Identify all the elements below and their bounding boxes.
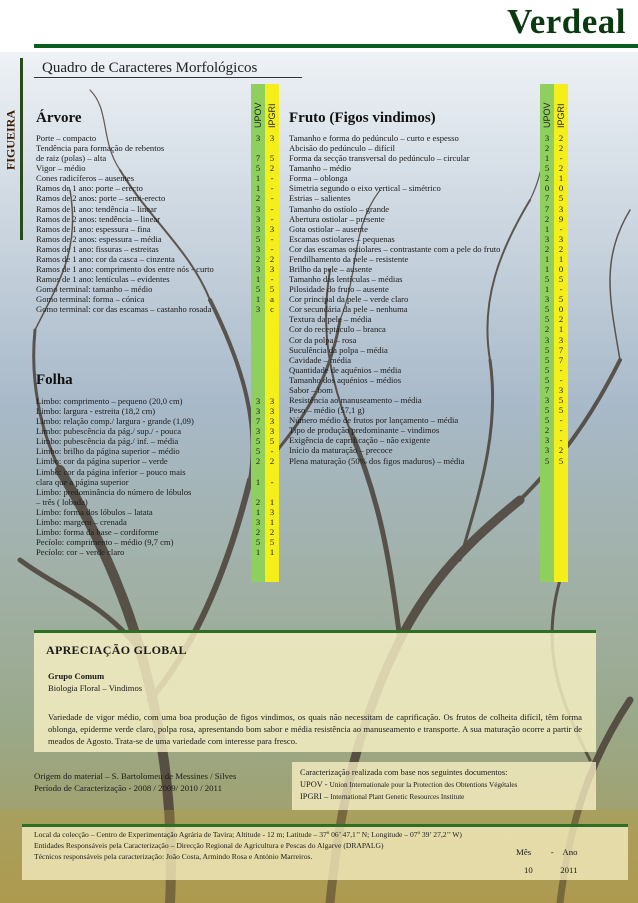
- fruto-ipgri-value: 0: [558, 304, 564, 315]
- fruto-upov-value: 2: [544, 143, 550, 154]
- arvore-ipgri-value: a: [270, 294, 274, 305]
- folha-row: Limbo: pubescência da pág./ inf. – média: [36, 436, 179, 447]
- arvore-upov-value: 3: [255, 133, 261, 143]
- folha-row: Limbo: relação comp./ largura - grande (1,09): [36, 416, 194, 427]
- fruto-ipgri-value: 9: [558, 213, 564, 224]
- arvore-row: Gomo terminal: cor das escamas – castanho rosada: [36, 304, 212, 315]
- arvore-upov-value: 2: [255, 253, 261, 264]
- ipgri-header-right: IPGRI: [556, 103, 566, 128]
- upov-label: UPOV -: [300, 779, 328, 789]
- folha-list: [36, 396, 250, 557]
- arvore-upov-value: 7: [255, 153, 261, 164]
- fruto-row: Tipo de produção predominante – vindimos: [289, 425, 440, 436]
- folha-upov-values: [251, 396, 265, 557]
- arvore-upov-value: 5: [255, 233, 261, 244]
- fruto-upov-value: 0: [544, 183, 550, 194]
- arvore-upov-value: 5: [255, 284, 261, 295]
- arvore-ipgri-value: -: [270, 203, 274, 214]
- fruto-upov-value: 7: [544, 384, 550, 395]
- fruto-row: Gota ostiolar – ausente: [289, 223, 368, 234]
- arvore-upov-value: 2: [255, 193, 261, 204]
- folha-ipgri-value: 2: [269, 456, 275, 467]
- fruto-row: Fendilhamento da pele – resistente: [289, 253, 409, 264]
- fruto-ipgri-value: -: [559, 374, 563, 385]
- arvore-row: Tendência para formação de rebentos: [36, 143, 165, 154]
- fruto-ipgri-value: 5: [558, 193, 564, 204]
- fruto-ipgri-value: 1: [558, 324, 564, 335]
- folha-ipgri-value: 5: [269, 436, 275, 447]
- fruto-row: Textura da pele – média: [289, 314, 372, 325]
- fruto-ipgri-value: 1: [558, 253, 564, 264]
- fruto-upov-value: 5: [544, 163, 550, 174]
- arvore-row: Ramos de 1 ano: porte – erecto: [36, 183, 143, 194]
- fruto-upov-value: 5: [544, 304, 550, 315]
- arvore-row: Ramos de 1 ano: lentículas – evidentes: [36, 274, 170, 285]
- folha-row: Limbo: brilho da página superior – médio: [36, 446, 180, 457]
- arvore-ipgri-value: c: [270, 304, 274, 315]
- folha-upov-value: 5: [255, 537, 261, 548]
- folha-ipgri-value: [265, 487, 279, 497]
- fruto-row: Escamas ostiolares – pequenas: [289, 233, 395, 244]
- fruto-row: Tamanho – médio: [289, 163, 351, 174]
- fruto-upov-values: [540, 133, 554, 466]
- arvore-upov-value: 1: [255, 274, 261, 285]
- mes-label: Mês: [516, 847, 532, 857]
- arvore-upov-value: 3: [255, 213, 261, 224]
- folha-ipgri-value: 5: [269, 537, 275, 548]
- fruto-row: Peso – médio (57,1 g): [289, 405, 365, 416]
- arvore-upov-value: 3: [255, 264, 261, 275]
- arvore-upov-value: 3: [255, 304, 261, 315]
- footer-text: [34, 829, 462, 862]
- fruto-upov-value: 5: [544, 274, 550, 285]
- ipgri-header-left: IPGRI: [267, 103, 277, 128]
- arvore-ipgri-value: [265, 143, 279, 153]
- fruto-ipgri-value: 2: [558, 143, 564, 154]
- arvore-ipgri-value: -: [270, 274, 274, 285]
- folha-row: Limbo: predominância do número de lóbulos: [36, 486, 192, 497]
- upov-description: Union Internationale pour la Protection des Obtentions Végétales: [329, 780, 518, 789]
- fruto-row: Suculência da polpa – média: [289, 344, 388, 355]
- folha-upov-value: 2: [255, 496, 261, 507]
- fruto-ipgri-value: 5: [558, 455, 564, 466]
- fruto-title: Fruto (Figos vindimos): [289, 110, 436, 126]
- fruto-upov-value: 3: [544, 294, 550, 305]
- fruto-row: Tamanho e forma do pedúnculo – curto e espesso: [289, 133, 459, 143]
- fruto-ipgri-value: 5: [558, 274, 564, 285]
- fruto-upov-value: 2: [544, 324, 550, 335]
- arvore-row: Ramos de 1 ano: cor da casca – cinzenta: [36, 253, 175, 264]
- fruto-upov-value: 2: [544, 243, 550, 254]
- folha-ipgri-value: 3: [269, 396, 275, 406]
- species-side-label: FIGUEIRA: [3, 110, 18, 171]
- folha-ipgri-value: 3: [269, 506, 275, 517]
- arvore-row: Ramos de 2 anos: porte – semi-erecto: [36, 193, 166, 204]
- ano-label: Ano: [562, 847, 578, 857]
- arvore-list: [36, 133, 250, 314]
- folha-row: Limbo: cor da página inferior – pouco mais: [36, 466, 186, 477]
- fruto-upov-value: 3: [544, 334, 550, 345]
- upov-reference: [300, 779, 517, 792]
- fruto-ipgri-value: 2: [558, 133, 564, 143]
- fruto-row: Tamanho dos aquénios – médios: [289, 374, 402, 385]
- fruto-row: Abertura ostiolar – presente: [289, 213, 385, 224]
- folha-row: Limbo: pubescência da pág./ sup./ - pouca: [36, 426, 182, 437]
- fruto-ipgri-value: -: [559, 425, 563, 436]
- arvore-ipgri-value: 5: [269, 284, 275, 295]
- fruto-upov-value: 1: [544, 223, 550, 234]
- arvore-ipgri-value: 2: [269, 163, 275, 174]
- fruto-upov-value: 2: [544, 425, 550, 436]
- fruto-row: Abcisão do pedúnculo – difícil: [289, 143, 395, 154]
- arvore-ipgri-values: [265, 133, 279, 314]
- ipgri-label: IPGRI –: [300, 792, 329, 801]
- page-title: Verdeal: [507, 2, 626, 41]
- folha-upov-value: 5: [255, 436, 261, 447]
- folha-upov-value: 5: [255, 446, 261, 457]
- folha-ipgri-value: 3: [269, 406, 275, 417]
- fruto-ipgri-value: 3: [558, 203, 564, 214]
- fruto-upov-value: 5: [544, 374, 550, 385]
- fruto-row: Cor do receptáculo – branca: [289, 324, 386, 335]
- subtitle-rule: [34, 77, 302, 78]
- folha-upov-value: 3: [255, 426, 261, 437]
- fruto-ipgri-value: -: [559, 284, 563, 295]
- side-bar: [20, 58, 23, 240]
- ipgri-reference: [300, 791, 517, 804]
- origem-block: [34, 770, 236, 794]
- title-rule: [34, 44, 638, 48]
- folha-ipgri-value: 1: [269, 516, 275, 527]
- arvore-row: Ramos de 1 ano: fissuras – estreitas: [36, 243, 159, 254]
- arvore-upov-value: 1: [255, 294, 261, 305]
- arvore-row: Cones radicíferos – ausentes: [36, 173, 135, 184]
- caracterizacao-block: [300, 767, 517, 804]
- folha-row: Limbo: forma da base – cordiforme: [36, 527, 159, 538]
- fruto-row: Estrias – salientes: [289, 193, 351, 204]
- arvore-upov-value: 5: [255, 163, 261, 174]
- footer-local: Local da colecção – Centro de Experimentação Agrária de Tavira; Altitude - 12 m; Latitude – 37º 06’ 47,1’’ N; Longitude – 07º 39’ 27,2’’ W): [34, 830, 462, 839]
- folha-upov-value: 1: [255, 506, 261, 517]
- arvore-row: de raiz (polas) – alta: [36, 153, 107, 164]
- fruto-ipgri-value: 7: [558, 344, 564, 355]
- arvore-upov-values: [251, 133, 265, 314]
- fruto-ipgri-value: 3: [558, 334, 564, 345]
- apreciacao-title: APRECIAÇÃO GLOBAL: [46, 643, 187, 657]
- fruto-upov-value: 5: [544, 415, 550, 426]
- arvore-ipgri-value: -: [270, 173, 274, 184]
- fruto-ipgri-values: [554, 133, 568, 466]
- arvore-ipgri-value: -: [270, 213, 274, 224]
- arvore-ipgri-value: 2: [269, 253, 275, 264]
- folha-row: Pecíolo: cor – verde claro: [36, 547, 125, 558]
- folha-upov-value: 1: [255, 547, 261, 558]
- fruto-row: Cavidade – média: [289, 354, 352, 365]
- fruto-ipgri-value: 5: [558, 294, 564, 305]
- folha-ipgri-value: -: [270, 446, 274, 457]
- fruto-row: Início da maturação – precoce: [289, 445, 393, 456]
- fruto-row: Cor das escamas ostiolares – contrastante com a pele do fruto: [289, 243, 501, 254]
- arvore-upov-value: 3: [255, 203, 261, 214]
- arvore-row: Ramos de 1 ano: espessura – fina: [36, 223, 151, 234]
- fruto-row: Cor secundária da pele – nenhuma: [289, 304, 408, 315]
- folha-row: Limbo: cor da página superior – verde: [36, 456, 168, 467]
- folha-upov-value: 2: [255, 456, 261, 467]
- arvore-ipgri-value: -: [270, 243, 274, 254]
- fruto-row: Sabor – bom: [289, 384, 333, 395]
- apreciacao-text: Variedade de vigor médio, com uma boa produção de figos vindimos, os quais não necessitam de caprificação. Os frutos de colheita difícil, têm forma oblonga, epiderme verde claro, polpa rosa, apresentando bom sabor e média resistência ao manuseamento e transporte. A sua maturação ocorre a partir de meados de Agosto. Trata-se de uma variedade com interesse para fresco.: [48, 712, 582, 746]
- folha-row: Limbo: margem – crenada: [36, 516, 127, 527]
- fruto-ipgri-value: 7: [558, 354, 564, 365]
- fruto-upov-value: 3: [544, 133, 550, 143]
- arvore-ipgri-value: -: [270, 193, 274, 204]
- folha-upov-value: 3: [255, 396, 261, 406]
- folha-row: Limbo: largura - estreita (18,2 cm): [36, 406, 156, 417]
- fruto-upov-value: 7: [544, 203, 550, 214]
- fruto-upov-value: 3: [544, 233, 550, 244]
- folha-row: Limbo: forma dos lóbulos – latata: [36, 506, 153, 517]
- fruto-row: Simetria segundo o eixo vertical – simétrico: [289, 183, 441, 194]
- arvore-ipgri-value: 3: [269, 264, 275, 275]
- ipgri-description: International Plant Genetic Resources Institute: [330, 793, 465, 801]
- folha-ipgri-value: 1: [269, 496, 275, 507]
- arvore-upov-value: [251, 143, 265, 153]
- arvore-upov-value: 3: [255, 243, 261, 254]
- fruto-row: Forma – oblonga: [289, 173, 348, 184]
- fruto-row: Forma da secção transversal do pedúnculo – circular: [289, 153, 470, 164]
- upov-header-right: UPOV: [542, 102, 552, 128]
- folha-ipgri-value: 1: [269, 547, 275, 558]
- fruto-list: [289, 133, 539, 466]
- fruto-ipgri-value: -: [559, 364, 563, 375]
- fruto-ipgri-value: 5: [558, 405, 564, 416]
- fruto-row: Tamanho das lentículas – médias: [289, 274, 403, 285]
- fruto-upov-value: 5: [544, 405, 550, 416]
- periodo-line: Período de Caracterização - 2008 / 2009/ 2010 / 2011: [34, 783, 223, 793]
- fruto-upov-value: 1: [544, 253, 550, 264]
- fruto-row: Quantidade de aquénios – média: [289, 364, 402, 375]
- folha-ipgri-value: 3: [269, 416, 275, 427]
- footer-tecnicos: Técnicos responsáveis pela caracterização: João Costa, Armindo Rosa e António Marreiros.: [34, 852, 313, 861]
- fruto-upov-value: 5: [544, 314, 550, 325]
- arvore-upov-value: 1: [255, 183, 261, 194]
- fruto-row: Cor da polpa – rosa: [289, 334, 357, 345]
- folha-ipgri-value: [265, 467, 279, 477]
- fruto-ipgri-value: 0: [558, 264, 564, 275]
- arvore-ipgri-value: 3: [269, 223, 275, 234]
- arvore-ipgri-value: 5: [269, 153, 275, 164]
- fruto-row: Resistência ao manuseamento – média: [289, 395, 422, 406]
- upov-header-left: UPOV: [253, 102, 263, 128]
- folha-ipgri-values: [265, 396, 279, 557]
- date-block: [516, 843, 578, 879]
- folha-ipgri-value: 3: [269, 426, 275, 437]
- section-subtitle: Quadro de Caracteres Morfológicos: [42, 60, 258, 76]
- fruto-row: Pilosidade do fruto – ausente: [289, 284, 389, 295]
- fruto-ipgri-value: 0: [558, 183, 564, 194]
- fruto-row: Número médio de frutos por lançamento – média: [289, 415, 459, 426]
- folha-row: Pecíolo: comprimento – médio (9,7 cm): [36, 537, 174, 548]
- caracterizacao-intro: Caracterização realizada com base nos seguintes documentos:: [300, 768, 508, 777]
- fruto-row: Tamanho do ostíolo – grande: [289, 203, 390, 214]
- folha-upov-value: [251, 487, 265, 497]
- fruto-ipgri-value: 3: [558, 233, 564, 244]
- folha-row: clara que a página superior: [36, 476, 129, 487]
- arvore-row: Vigor – médio: [36, 163, 86, 174]
- folha-title: Folha: [36, 372, 73, 388]
- fruto-ipgri-value: 2: [558, 445, 564, 456]
- arvore-row: Gomo terminal: tamanho – médio: [36, 284, 153, 295]
- mes-value: 10: [524, 865, 533, 875]
- fruto-ipgri-value: 2: [558, 243, 564, 254]
- fruto-upov-value: 1: [544, 153, 550, 164]
- fruto-ipgri-value: -: [559, 415, 563, 426]
- origem-line: Origem do material – S. Bartolomeu de Messines / Silves: [34, 771, 237, 781]
- arvore-row: Porte – compacto: [36, 133, 97, 143]
- fruto-upov-value: 3: [544, 435, 550, 446]
- fruto-row: Exigência de caprificação – não exigente: [289, 435, 431, 446]
- grupo-label: Grupo Comum: [48, 671, 105, 681]
- arvore-title: Árvore: [36, 110, 82, 126]
- fruto-row: Cor principal da pele – verde claro: [289, 294, 409, 305]
- folha-upov-value: 1: [255, 476, 261, 487]
- fruto-upov-value: 1: [544, 284, 550, 295]
- arvore-ipgri-value: -: [270, 183, 274, 194]
- arvore-row: Ramos de 1 ano: comprimento dos entre nós - curto: [36, 264, 214, 275]
- arvore-upov-value: 3: [255, 223, 261, 234]
- fruto-upov-value: 2: [544, 173, 550, 184]
- fruto-ipgri-value: 2: [558, 314, 564, 325]
- fruto-upov-value: 5: [544, 354, 550, 365]
- fruto-ipgri-value: -: [559, 223, 563, 234]
- footer-entidades: Entidades Responsáveis pela Caracterização – Direcção Regional de Agricultura e Pescas do Algarve (DRAPALG): [34, 841, 384, 850]
- fruto-ipgri-value: 5: [558, 395, 564, 406]
- arvore-upov-value: 1: [255, 173, 261, 184]
- folha-row: Limbo: comprimento – pequeno (20,0 cm): [36, 396, 183, 406]
- fruto-upov-value: 7: [544, 193, 550, 204]
- folha-upov-value: [251, 467, 265, 477]
- fruto-upov-value: 5: [544, 364, 550, 375]
- grupo-value: Biologia Floral – Vindimos: [48, 683, 143, 693]
- fruto-upov-value: 1: [544, 264, 550, 275]
- fruto-ipgri-value: -: [559, 435, 563, 446]
- folha-upov-value: 3: [255, 516, 261, 527]
- fruto-upov-value: 5: [544, 455, 550, 466]
- fruto-ipgri-value: 2: [558, 163, 564, 174]
- fruto-upov-value: 5: [544, 344, 550, 355]
- ano-value: 2011: [560, 865, 578, 875]
- folha-upov-value: 3: [255, 406, 261, 417]
- folha-ipgri-value: -: [270, 476, 274, 487]
- fruto-ipgri-value: -: [559, 153, 563, 164]
- arvore-row: Gomo terminal: forma – cónica: [36, 294, 145, 305]
- folha-upov-value: 2: [255, 527, 261, 538]
- arvore-ipgri-value: -: [270, 233, 274, 244]
- arvore-row: Ramos de 2 anos: tendência – linear: [36, 213, 161, 224]
- arvore-ipgri-value: 3: [269, 133, 275, 143]
- fruto-row: Brilho da pele – ausente: [289, 264, 373, 275]
- fruto-upov-value: 2: [544, 213, 550, 224]
- date-separator: -: [550, 847, 554, 857]
- arvore-row: Ramos de 1 ano: tendência – linear: [36, 203, 157, 214]
- fruto-ipgri-value: 3: [558, 384, 564, 395]
- folha-upov-value: 7: [255, 416, 261, 427]
- fruto-upov-value: 3: [544, 445, 550, 456]
- folha-row: – três ( lobada): [36, 496, 88, 507]
- fruto-row: Plena maturação (50% dos figos maduros) – média: [289, 455, 465, 466]
- arvore-row: Ramos de 2 anos: espessura – média: [36, 233, 162, 244]
- folha-ipgri-value: 2: [269, 527, 275, 538]
- fruto-ipgri-value: 1: [558, 173, 564, 184]
- fruto-upov-value: 3: [544, 395, 550, 406]
